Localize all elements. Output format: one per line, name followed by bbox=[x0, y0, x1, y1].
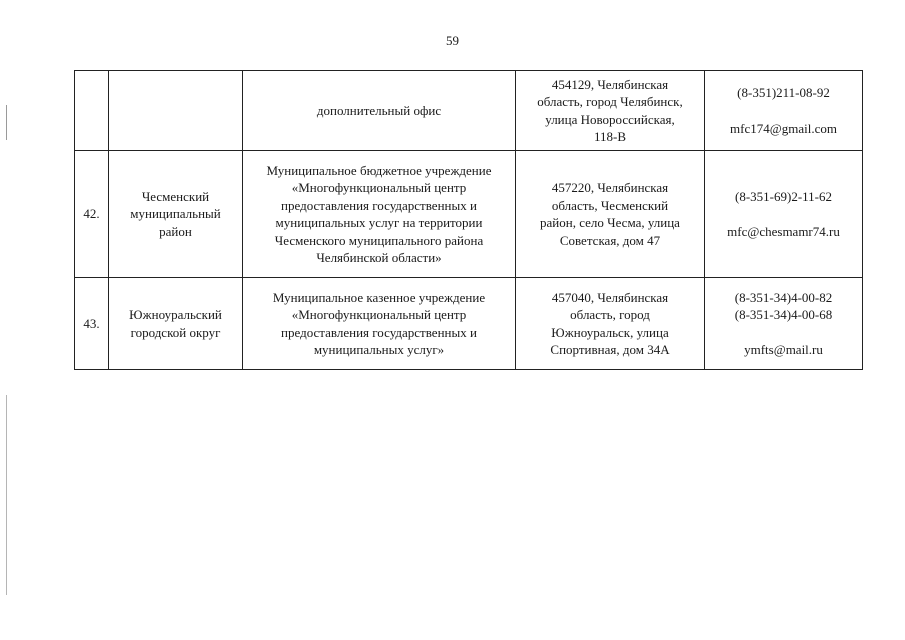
organization-cell bbox=[243, 151, 516, 278]
municipality-line: городской округ bbox=[130, 324, 221, 340]
organization-line: Муниципальное бюджетное учреждение bbox=[266, 162, 492, 178]
address-line: область, город Челябинск, bbox=[537, 94, 683, 109]
address-cell bbox=[516, 278, 705, 370]
organization-line: Муниципальное казенное учреждение bbox=[272, 289, 486, 305]
scan-edge-mark bbox=[6, 395, 7, 595]
organization-line: предоставления государственных и bbox=[281, 197, 477, 213]
address-line: область, город bbox=[570, 307, 650, 322]
contacts-cell bbox=[705, 151, 863, 278]
municipality-line: Южноуральский bbox=[129, 307, 222, 322]
row-number-cell bbox=[75, 71, 109, 151]
row-number-cell: 43. bbox=[75, 278, 109, 370]
municipality-cell bbox=[109, 71, 243, 151]
phone-number: (8-351-34)4-00-82 bbox=[734, 289, 833, 305]
contacts-cell bbox=[705, 71, 863, 151]
address-line: область, Чесменский bbox=[551, 197, 669, 213]
address-cell bbox=[516, 71, 705, 151]
organization-line: «Многофункциональный центр bbox=[291, 180, 467, 195]
address-line: район, село Чесма, улица bbox=[540, 215, 680, 230]
address-line: 457220, Челябинская bbox=[551, 180, 669, 195]
municipality-cell bbox=[109, 278, 243, 370]
organization-line: дополнительный офис bbox=[316, 102, 442, 118]
municipality-line: район bbox=[159, 223, 192, 239]
address-line: Советская, дом 47 bbox=[559, 232, 661, 248]
organization-line: «Многофункциональный центр bbox=[291, 307, 467, 322]
phone-number: (8-351-34)4-00-68 bbox=[734, 307, 833, 323]
phone-number: (8-351-69)2-11-62 bbox=[735, 188, 832, 204]
table-row bbox=[75, 151, 863, 278]
email-address: mfc174@gmail.com bbox=[730, 120, 837, 136]
contacts-cell bbox=[705, 278, 863, 370]
page-number: 59 bbox=[446, 33, 459, 48]
address-line: Южноуральск, улица bbox=[551, 324, 669, 340]
scan-edge-mark bbox=[6, 105, 7, 140]
phone-number: (8-351)211-08-92 bbox=[737, 85, 830, 100]
address-line: 118-В bbox=[593, 129, 627, 144]
address-line: 454129, Челябинская bbox=[551, 76, 669, 92]
municipality-cell bbox=[109, 151, 243, 278]
email-address: ymfts@mail.ru bbox=[744, 341, 823, 357]
organization-cell bbox=[243, 71, 516, 151]
organization-line: Чесменского муниципального района bbox=[274, 232, 484, 248]
organization-line: муниципальных услуг» bbox=[313, 342, 445, 357]
table-row bbox=[75, 278, 863, 370]
address-cell bbox=[516, 151, 705, 278]
row-number-cell: 42. bbox=[75, 151, 109, 278]
address-line: 457040, Челябинская bbox=[551, 289, 669, 305]
table-row bbox=[75, 71, 863, 151]
email-address: mfc@chesmamr74.ru bbox=[727, 224, 840, 239]
organization-line: предоставления государственных и bbox=[281, 324, 477, 340]
organization-cell bbox=[243, 278, 516, 370]
municipality-line: Чесменский bbox=[141, 188, 210, 204]
organization-line: Челябинской области» bbox=[316, 250, 442, 265]
address-line: улица Новороссийская, bbox=[545, 111, 675, 127]
organization-line: муниципальных услуг на территории bbox=[275, 215, 483, 230]
mfc-registry-table bbox=[74, 70, 863, 370]
address-line: Спортивная, дом 34А bbox=[550, 342, 670, 357]
municipality-line: муниципальный bbox=[130, 206, 221, 222]
